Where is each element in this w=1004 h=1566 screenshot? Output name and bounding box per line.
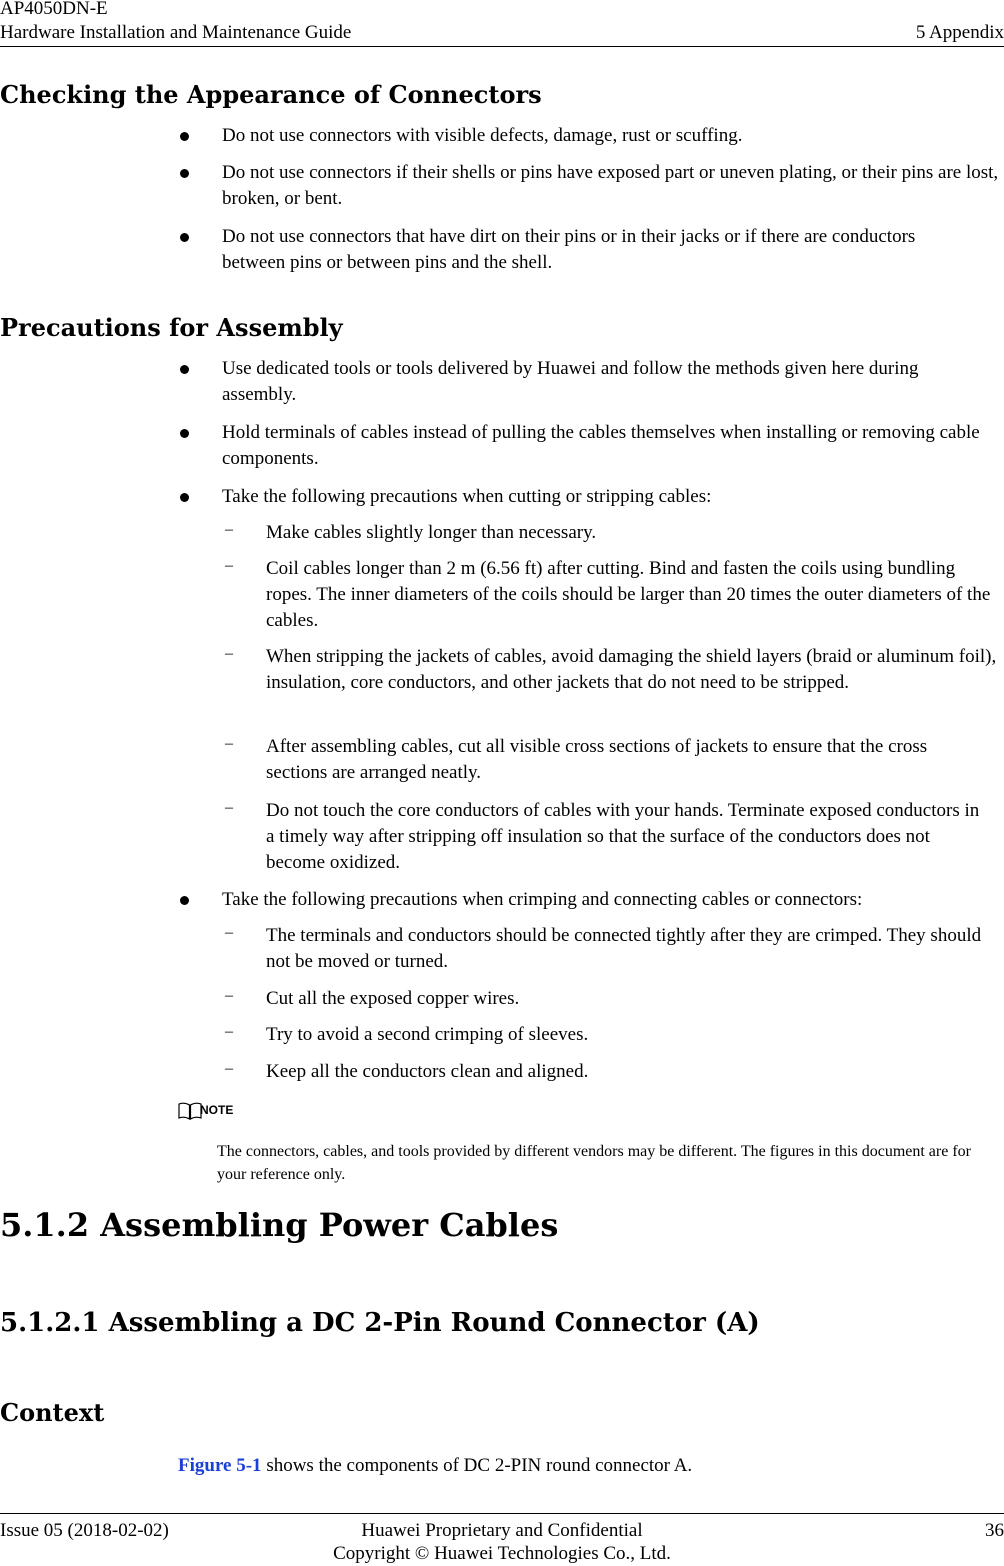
dash-mark: – bbox=[225, 1060, 233, 1077]
crimping-item-2: Cut all the exposed copper wires. bbox=[266, 988, 520, 1009]
precaution-bullet-2: Hold terminals of cables instead of pulling the cables themselves when installing or removing cable components. bbox=[222, 422, 980, 469]
note-text: The connectors, cables, and tools provided by different vendors may be different. The figures in this document are for your reference only. bbox=[217, 1143, 971, 1183]
context-paragraph bbox=[178, 1453, 692, 1479]
section-title-precautions: Precautions for Assembly bbox=[0, 313, 343, 342]
heading-context: Context bbox=[0, 1398, 105, 1427]
bullet-dot bbox=[180, 429, 189, 438]
checking-bullet-2: Do not use connectors if their shells or pins have exposed part or uneven plating, or their pins are lost, broken, or bent. bbox=[222, 162, 999, 209]
bullet-dot bbox=[180, 233, 189, 242]
dash-mark: – bbox=[225, 799, 233, 816]
context-text: shows the components of DC 2-PIN round connector A. bbox=[261, 1455, 693, 1476]
crimping-item-1: The terminals and conductors should be connected tightly after they are crimped. They should not be moved or turned. bbox=[266, 925, 982, 972]
footer-page-number: 36 bbox=[985, 1520, 1004, 1541]
header-chapter: 5 Appendix bbox=[915, 22, 1004, 43]
footer-copyright: Copyright © Huawei Technologies Co., Ltd. bbox=[333, 1543, 671, 1564]
checking-bullet-3: Do not use connectors that have dirt on their pins or in their jacks or if there are conductors between pins or between pins and the shell. bbox=[222, 226, 916, 273]
bullet-dot bbox=[180, 132, 189, 141]
cutting-item-4: After assembling cables, cut all visible cross sections of jackets to ensure that the cross sections are arranged neatly. bbox=[266, 736, 928, 783]
cutting-item-1: Make cables slightly longer than necessary. bbox=[266, 522, 597, 543]
cutting-item-3: When stripping the jackets of cables, avoid damaging the shield layers (braid or aluminum foil), insulation, core conductors, and other jackets that do not need to be stripped. bbox=[266, 646, 997, 693]
bullet-dot bbox=[180, 365, 189, 374]
precaution-bullet-4: Take the following precautions when crimping and connecting cables or connectors: bbox=[222, 889, 863, 910]
dash-mark: – bbox=[225, 735, 233, 752]
header-guide-title: Hardware Installation and Maintenance Guide bbox=[0, 22, 352, 43]
dash-mark: – bbox=[225, 1023, 233, 1040]
figure-5-1-link[interactable]: Figure 5-1 bbox=[178, 1455, 262, 1476]
dash-mark: – bbox=[225, 645, 233, 662]
footer-confidential: Huawei Proprietary and Confidential bbox=[361, 1520, 643, 1541]
bullet-dot bbox=[180, 169, 189, 178]
section-title-checking: Checking the Appearance of Connectors bbox=[0, 80, 542, 109]
dash-mark: – bbox=[225, 557, 233, 574]
cutting-item-5: Do not touch the core conductors of cables with your hands. Terminate exposed conductors in a timely way after stripping off insulation so that the surface of the conductors does not become oxidized. bbox=[266, 800, 980, 873]
footer-rule bbox=[0, 1513, 1004, 1514]
dash-mark: – bbox=[225, 987, 233, 1004]
footer-issue: Issue 05 (2018-02-02) bbox=[0, 1520, 169, 1541]
header-rule bbox=[0, 46, 1004, 47]
precaution-bullet-1: Use dedicated tools or tools delivered by Huawei and follow the methods given here during assembly. bbox=[222, 358, 919, 405]
heading-5-1-2: 5.1.2 Assembling Power Cables bbox=[0, 1206, 559, 1244]
bullet-dot bbox=[180, 896, 189, 905]
cutting-item-2: Coil cables longer than 2 m (6.56 ft) after cutting. Bind and fasten the coils using bundling ropes. The inner diameters of the coils should be larger than 20 times the outer diameters of the cables. bbox=[266, 558, 991, 631]
checking-bullet-1: Do not use connectors with visible defects, damage, rust or scuffing. bbox=[222, 125, 743, 146]
bullet-dot bbox=[180, 493, 189, 502]
crimping-item-4: Keep all the conductors clean and aligned. bbox=[266, 1061, 589, 1082]
crimping-item-3: Try to avoid a second crimping of sleeves. bbox=[266, 1024, 589, 1045]
header-product: AP4050DN-E bbox=[0, 0, 108, 19]
precaution-bullet-3: Take the following precautions when cutting or stripping cables: bbox=[222, 486, 712, 507]
dash-mark: – bbox=[225, 924, 233, 941]
dash-mark: – bbox=[225, 521, 233, 538]
note-label-text: NOTE bbox=[200, 1103, 234, 1117]
book-icon bbox=[178, 1102, 202, 1120]
heading-5-1-2-1: 5.1.2.1 Assembling a DC 2-Pin Round Connector (A) bbox=[0, 1308, 760, 1338]
